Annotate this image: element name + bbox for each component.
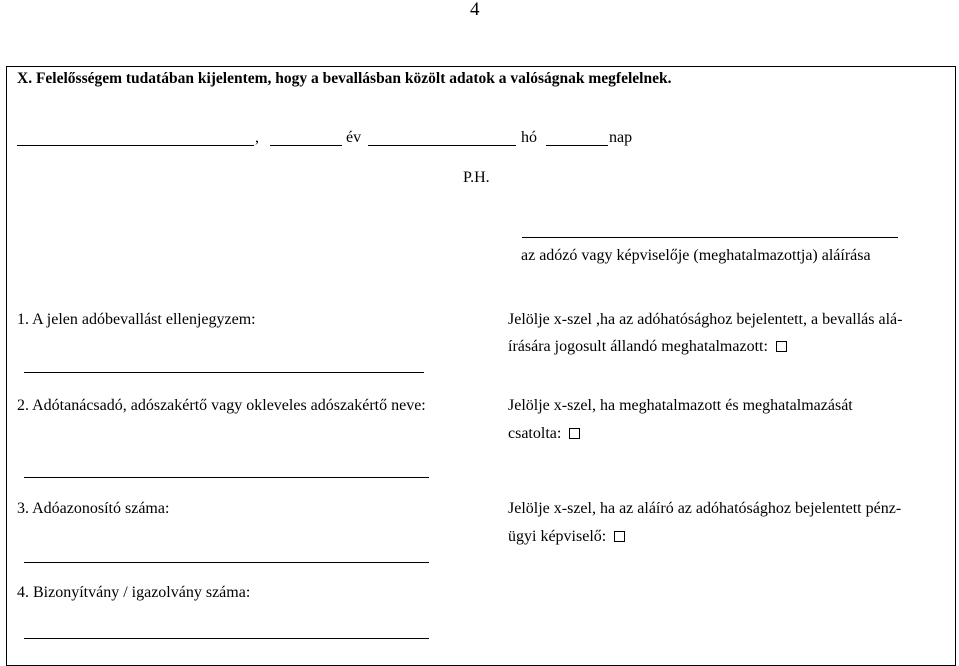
checkbox3-text-line1: Jelölje x-szel, ha az aláíró az adóhatósághoz bejelentett pénz- (508, 500, 902, 517)
item3-entry-line[interactable] (24, 562, 429, 563)
checkbox3-text-line2: ügyi képviselő: (508, 528, 607, 545)
date-month-line[interactable] (546, 145, 608, 146)
item4-label: 4. Bizonyítvány / igazolvány száma: (17, 584, 251, 601)
item4-entry-line[interactable] (24, 638, 429, 639)
date-year-line-a[interactable] (270, 145, 342, 146)
page-number: 4 (470, 0, 480, 20)
checkbox1-row (508, 339, 787, 355)
date-comma: , (255, 129, 259, 146)
date-month-label: hó (521, 129, 537, 146)
checkbox2-row (508, 426, 580, 442)
signature-line[interactable] (522, 237, 898, 238)
checkbox2[interactable] (569, 428, 580, 439)
signature-caption: az adózó vagy képviselője (meghatalmazottja) aláírása (521, 247, 871, 264)
item1-label: 1. A jelen adóbevallást ellenjegyzem: (17, 311, 256, 328)
date-day-label: nap (609, 129, 633, 146)
section-x-heading: X. Felelősségem tudatában kijelentem, hogy a bevallásban közölt adatok a valóságnak megfelelnek. (17, 70, 672, 87)
stamp-label: P.H. (463, 169, 490, 186)
declaration-frame (6, 66, 956, 666)
date-year-line-b[interactable] (368, 145, 516, 146)
checkbox2-text-line1: Jelölje x-szel, ha meghatalmazott és meghatalmazását (508, 397, 853, 414)
item2-label: 2. Adótanácsadó, adószakértő vagy okleveles adószakértő neve: (17, 397, 426, 414)
checkbox1-text-line1: Jelölje x-szel ,ha az adóhatósághoz bejelentett, a bevallás alá- (508, 311, 903, 328)
item3-label: 3. Adóazonosító száma: (17, 500, 170, 517)
date-place-line[interactable] (17, 145, 254, 146)
item2-entry-line[interactable] (24, 477, 429, 478)
date-year-label: év (346, 129, 362, 146)
checkbox2-text-line2: csatolta: (508, 425, 562, 442)
checkbox1-text-line2: írására jogosult állandó meghatalmazott: (508, 338, 768, 355)
checkbox1[interactable] (776, 341, 787, 352)
item1-entry-line[interactable] (24, 372, 424, 373)
checkbox3-row (508, 529, 625, 545)
checkbox3[interactable] (614, 531, 625, 542)
